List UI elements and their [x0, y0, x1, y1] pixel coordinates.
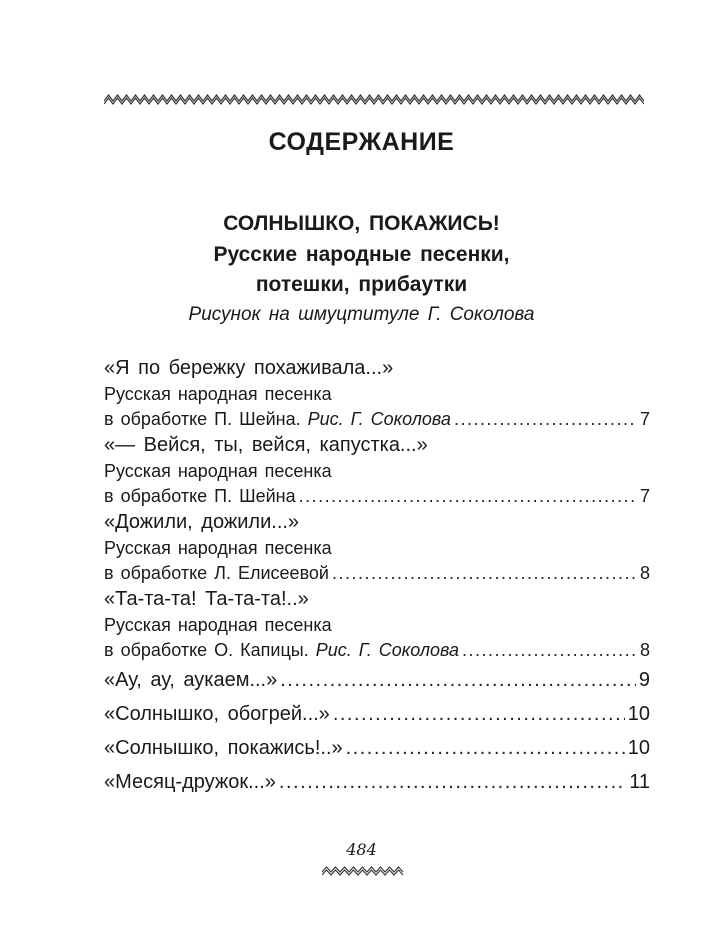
toc-entry-title: «Та-та-та! Та-та-та!..» — [104, 588, 309, 610]
toc-entry-title: «Дожили, дожили...» — [104, 511, 300, 533]
section-title: СОЛНЫШКО, ПОКАЖИСЬ! — [223, 212, 500, 235]
toc-page-number: 8 — [639, 640, 650, 660]
toc-entry-title: «Ау, ау, аукаем...» — [104, 669, 278, 691]
toc-page-number: 7 — [639, 486, 650, 506]
toc-page-number: 7 — [639, 409, 650, 429]
toc-entry-credit: в обработке П. Шейна — [104, 486, 296, 506]
dot-leader — [454, 407, 637, 432]
toc-entry-title: «Я по бережку похаживала...» — [104, 357, 394, 379]
page-title: СОДЕРЖАНИЕ — [268, 128, 455, 156]
toc-entry-credit: в обработке О. Капицы. Рис. Г. Соколова — [104, 640, 460, 660]
toc-entry-title: «Солнышко, покажись!..» — [104, 737, 343, 759]
toc-entry-credit: в обработке Л. Елисеевой — [104, 563, 329, 583]
toc-entry[interactable] — [104, 765, 650, 799]
toc-entry[interactable] — [104, 509, 650, 586]
toc-entry-row — [104, 484, 650, 509]
section-subtitle: потешки, прибаутки — [255, 273, 468, 296]
dot-leader — [332, 561, 637, 586]
illustrator-credit: Рис. Г. Соколова — [307, 409, 451, 429]
toc-entry-row — [104, 638, 650, 663]
dot-leader — [299, 484, 637, 509]
section-subtitle: Русские народные песенки, — [213, 243, 510, 266]
toc-entry-subtitle: Русская народная песенка — [104, 615, 332, 635]
toc-entry[interactable] — [104, 432, 650, 509]
toc-page-number: 11 — [629, 771, 650, 793]
toc-page-number: 10 — [627, 703, 650, 725]
page-number: 484 — [346, 840, 377, 859]
section-note: Рисунок на шмуцтитуле Г. Соколова — [188, 304, 535, 325]
dot-leader — [346, 731, 625, 765]
toc-entry-title: «Месяц-дружок...» — [104, 771, 276, 793]
toc-entry-title: «Солнышко, обогрей...» — [104, 703, 330, 725]
toc-entry[interactable] — [104, 697, 650, 731]
toc-entry[interactable] — [104, 731, 650, 765]
toc-entry[interactable] — [104, 586, 650, 663]
toc-entry-subtitle: Русская народная песенка — [104, 461, 332, 481]
decorative-border-bottom — [322, 866, 404, 876]
dot-leader — [279, 765, 626, 799]
dot-leader — [333, 697, 625, 731]
decorative-border-top — [104, 93, 644, 105]
toc-entry-title: «— Вейся, ты, вейся, капустка...» — [104, 434, 428, 456]
toc-page-number: 8 — [639, 563, 650, 583]
dot-leader — [280, 663, 636, 697]
illustrator-credit: Рис. Г. Соколова — [315, 640, 460, 660]
toc-entry[interactable] — [104, 663, 650, 697]
dot-leader — [462, 638, 637, 663]
toc-page-number: 10 — [627, 737, 650, 759]
toc-entry-subtitle: Русская народная песенка — [104, 538, 332, 558]
toc-entry[interactable] — [104, 355, 650, 432]
toc-entry-credit: в обработке П. Шейна. Рис. Г. Соколова — [104, 409, 451, 429]
toc-page-number: 9 — [638, 669, 650, 691]
toc-entry-row — [104, 561, 650, 586]
table-of-contents — [104, 355, 650, 799]
toc-entry-row — [104, 407, 650, 432]
toc-entry-subtitle: Русская народная песенка — [104, 384, 332, 404]
